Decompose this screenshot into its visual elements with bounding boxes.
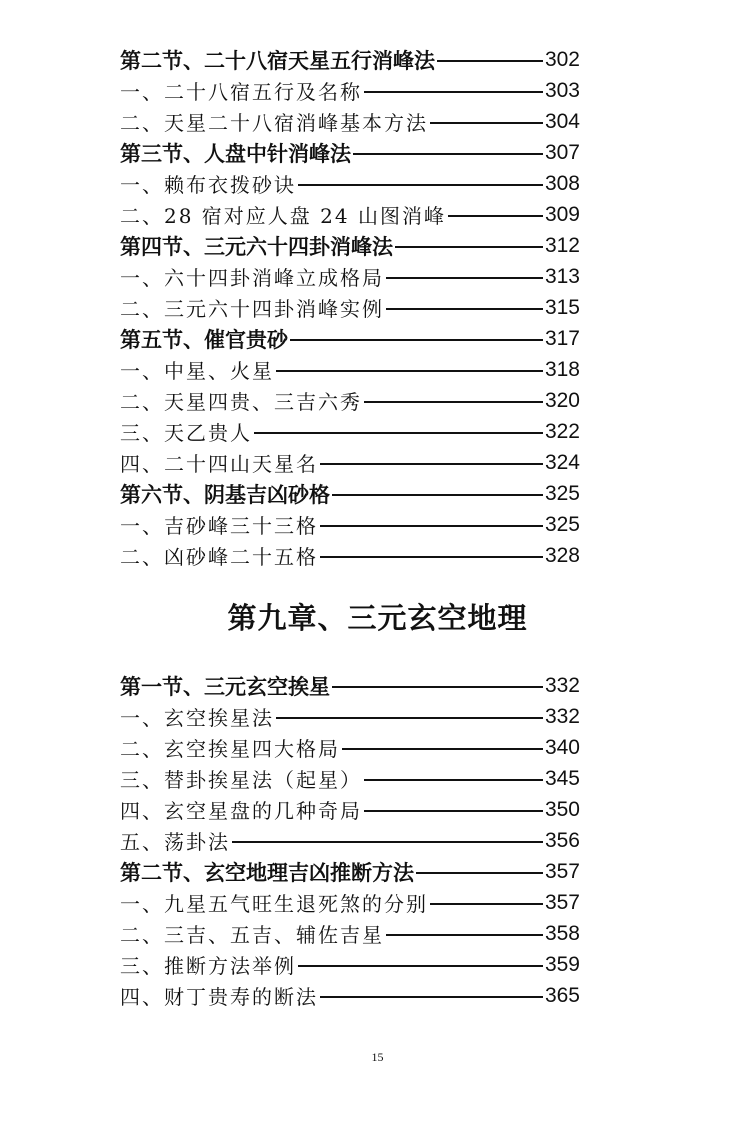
dot-leader-line — [386, 277, 543, 279]
dot-leader-line — [298, 965, 543, 967]
dot-leader-line — [437, 60, 543, 62]
toc-section-row — [120, 137, 580, 168]
toc-entry-label: 五、荡卦法 — [120, 830, 230, 854]
toc-entry-page: 359 — [544, 952, 580, 976]
dot-leader-line — [364, 91, 543, 93]
toc-entry-page: 308 — [544, 171, 580, 195]
dot-leader-line — [386, 934, 543, 936]
toc-entry-page: 356 — [544, 828, 580, 852]
dot-leader-line — [298, 184, 543, 186]
toc-entry-label: 二、天星四贵、三吉六秀 — [120, 390, 362, 414]
toc-entry-page: 358 — [544, 921, 580, 945]
toc-entry-label: 第五节、催官贵砂 — [120, 327, 288, 352]
toc-entry-page: 302 — [544, 47, 580, 71]
toc-entry-page: 340 — [544, 735, 580, 759]
toc-entry-label: 一、六十四卦消峰立成格局 — [120, 266, 384, 290]
toc-entry-page: 315 — [544, 295, 580, 319]
toc-entry-label: 一、赖布衣拨砂诀 — [120, 173, 296, 197]
toc-entry-page: 325 — [544, 481, 580, 505]
toc-item-row — [120, 199, 580, 230]
dot-leader-line — [364, 779, 543, 781]
toc-entry-page: 350 — [544, 797, 580, 821]
toc-item-row — [120, 887, 580, 918]
toc-item-row — [120, 825, 580, 856]
dot-leader-line — [320, 556, 543, 558]
dot-leader-line — [448, 215, 543, 217]
toc-list-part2 — [120, 670, 580, 1011]
toc-section-row — [120, 323, 580, 354]
toc-entry-label: 二、三元六十四卦消峰实例 — [120, 297, 384, 321]
toc-item-row — [120, 385, 580, 416]
dot-leader-line — [364, 810, 543, 812]
toc-item-row — [120, 732, 580, 763]
dot-leader-line — [332, 686, 543, 688]
toc-item-row — [120, 292, 580, 323]
toc-item-row — [120, 701, 580, 732]
toc-item-row — [120, 980, 580, 1011]
toc-entry-label: 二、28 宿对应人盘 24 山图消峰 — [120, 204, 446, 228]
dot-leader-line — [276, 717, 543, 719]
toc-entry-label: 三、天乙贵人 — [120, 421, 252, 445]
toc-entry-label: 一、二十八宿五行及名称 — [120, 80, 362, 104]
toc-entry-label: 第一节、三元玄空挨星 — [120, 674, 330, 699]
dot-leader-line — [320, 525, 543, 527]
toc-item-row — [120, 540, 580, 571]
toc-entry-label: 三、推断方法举例 — [120, 954, 296, 978]
toc-list-part1 — [120, 44, 580, 571]
toc-entry-page: 332 — [544, 704, 580, 728]
toc-entry-page: 324 — [544, 450, 580, 474]
toc-entry-page: 322 — [544, 419, 580, 443]
toc-entry-page: 307 — [544, 140, 580, 164]
dot-leader-line — [290, 339, 543, 341]
dot-leader-line — [353, 153, 543, 155]
toc-item-row — [120, 949, 580, 980]
dot-leader-line — [320, 463, 543, 465]
dot-leader-line — [276, 370, 543, 372]
toc-entry-label: 三、替卦挨星法（起星） — [120, 768, 362, 792]
toc-item-row — [120, 509, 580, 540]
dot-leader-line — [342, 748, 543, 750]
toc-entry-page: 303 — [544, 78, 580, 102]
toc-item-row — [120, 794, 580, 825]
toc-entry-page: 325 — [544, 512, 580, 536]
toc-entry-label: 四、财丁贵寿的断法 — [120, 985, 318, 1009]
toc-entry-page: 365 — [544, 983, 580, 1007]
toc-entry-label: 一、玄空挨星法 — [120, 706, 274, 730]
toc-entry-page: 357 — [544, 890, 580, 914]
toc-section-row — [120, 856, 580, 887]
toc-item-row — [120, 763, 580, 794]
dot-leader-line — [332, 494, 543, 496]
toc-entry-page: 312 — [544, 233, 580, 257]
toc-section-row — [120, 478, 580, 509]
dot-leader-line — [364, 401, 543, 403]
toc-item-row — [120, 354, 580, 385]
toc-section-row — [120, 670, 580, 701]
toc-entry-page: 317 — [544, 326, 580, 350]
toc-entry-page: 357 — [544, 859, 580, 883]
toc-entry-label: 四、玄空星盘的几种奇局 — [120, 799, 362, 823]
toc-entry-page: 345 — [544, 766, 580, 790]
toc-entry-label: 第四节、三元六十四卦消峰法 — [120, 234, 393, 259]
toc-entry-page: 309 — [544, 202, 580, 226]
toc-item-row — [120, 168, 580, 199]
toc-section-row — [120, 230, 580, 261]
toc-item-row — [120, 416, 580, 447]
dot-leader-line — [430, 122, 543, 124]
toc-entry-label: 一、中星、火星 — [120, 359, 274, 383]
toc-entry-label: 二、玄空挨星四大格局 — [120, 737, 340, 761]
toc-entry-label: 四、二十四山天星名 — [120, 452, 318, 476]
toc-section-row — [120, 44, 580, 75]
toc-entry-page: 313 — [544, 264, 580, 288]
toc-entry-label: 第六节、阴基吉凶砂格 — [120, 482, 330, 507]
dot-leader-line — [430, 903, 543, 905]
chapter-title: 第九章、三元玄空地理 — [227, 601, 528, 635]
toc-entry-label: 二、凶砂峰二十五格 — [120, 545, 318, 569]
toc-entry-label: 第二节、二十八宿天星五行消峰法 — [120, 48, 435, 73]
toc-item-row — [120, 75, 580, 106]
toc-entry-page: 332 — [544, 673, 580, 697]
toc-entry-label: 一、九星五气旺生退死煞的分别 — [120, 892, 428, 916]
dot-leader-line — [386, 308, 543, 310]
dot-leader-line — [416, 872, 543, 874]
toc-entry-label: 一、吉砂峰三十三格 — [120, 514, 318, 538]
dot-leader-line — [320, 996, 543, 998]
toc-entry-label: 第三节、人盘中针消峰法 — [120, 141, 351, 166]
toc-item-row — [120, 447, 580, 478]
dot-leader-line — [395, 246, 543, 248]
dot-leader-line — [254, 432, 543, 434]
page-number: 15 — [371, 1050, 384, 1064]
toc-entry-page: 304 — [544, 109, 580, 133]
toc-entry-page: 328 — [544, 543, 580, 567]
toc-entry-label: 二、三吉、五吉、辅佐吉星 — [120, 923, 384, 947]
toc-item-row — [120, 918, 580, 949]
toc-item-row — [120, 106, 580, 137]
toc-entry-page: 318 — [544, 357, 580, 381]
toc-entry-label: 第二节、玄空地理吉凶推断方法 — [120, 860, 414, 885]
toc-item-row — [120, 261, 580, 292]
toc-entry-page: 320 — [544, 388, 580, 412]
dot-leader-line — [232, 841, 543, 843]
toc-entry-label: 二、天星二十八宿消峰基本方法 — [120, 111, 428, 135]
